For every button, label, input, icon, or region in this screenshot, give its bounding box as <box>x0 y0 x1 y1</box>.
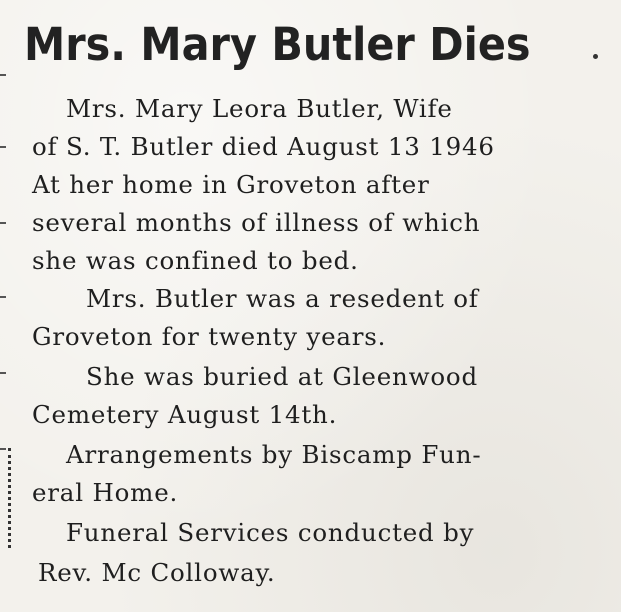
body-line: She was buried at Gleenwood <box>86 362 478 391</box>
body-line: Rev. Mc Colloway. <box>38 558 276 587</box>
edge-mark <box>0 296 6 298</box>
edge-mark <box>0 372 6 374</box>
body-line: several months of illness of which <box>32 208 481 237</box>
column-rule <box>8 448 14 548</box>
edge-mark <box>0 448 6 450</box>
body-line: Mrs. Butler was a resedent of <box>86 284 479 313</box>
body-line: Cemetery August 14th. <box>32 400 338 429</box>
body-line: Arrangements by Biscamp Fun- <box>66 440 482 469</box>
body-line: Mrs. Mary Leora Butler, Wife <box>66 94 453 123</box>
body-line: of S. T. Butler died August 13 1946 <box>32 132 495 161</box>
obituary-headline: Mrs. Mary Butler Dies <box>24 18 531 71</box>
edge-mark <box>0 222 6 224</box>
body-line: At her home in Groveton after <box>32 170 430 199</box>
body-line: Groveton for twenty years. <box>32 322 387 351</box>
edge-mark <box>0 146 6 148</box>
body-line: eral Home. <box>32 478 179 507</box>
headline-speck <box>593 54 598 59</box>
body-line: Funeral Services conducted by <box>66 518 475 547</box>
edge-mark <box>0 74 6 76</box>
body-line: she was confined to bed. <box>32 246 359 275</box>
